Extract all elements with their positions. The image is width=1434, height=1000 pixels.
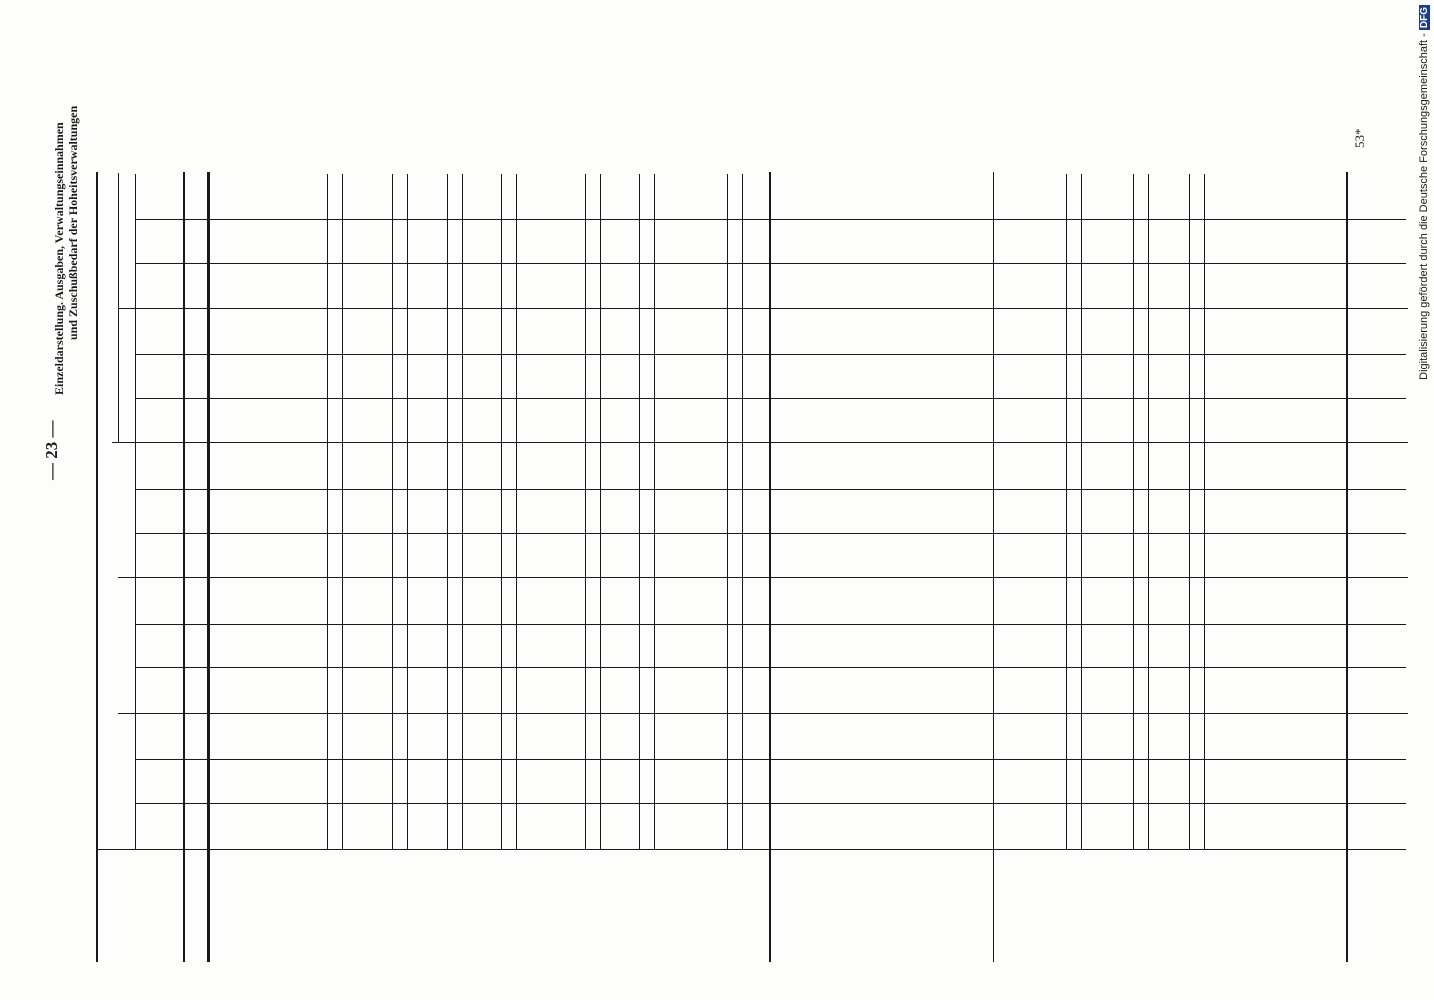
header-bottom-rule	[183, 172, 185, 962]
sum-rule	[1148, 174, 1149, 850]
digitization-note: Digitalisierung gefördert durch die Deutsche Forschungsgemeinschaft - DFG	[1418, 7, 1430, 380]
sum-rule	[407, 174, 408, 850]
sum-rule	[1204, 174, 1205, 850]
page-number: — 23 —	[42, 420, 61, 480]
year-underline	[135, 714, 136, 850]
sum-rule	[516, 174, 517, 850]
year-underline	[135, 578, 136, 714]
sum-rule	[600, 174, 601, 850]
sum-rule	[327, 174, 328, 850]
sum-rule	[654, 174, 655, 850]
year-underline	[135, 443, 136, 578]
sum-rule	[742, 174, 743, 850]
year-underline	[135, 309, 136, 443]
year-divider	[118, 308, 1408, 309]
stub-column-rule	[96, 849, 1406, 850]
total-rule	[769, 172, 771, 962]
running-head-2: und Zuschußbedarf der Hoheitsverwaltungen	[66, 105, 80, 340]
sum-rule	[392, 174, 393, 850]
year-divider	[118, 713, 1408, 714]
sum-rule	[501, 174, 502, 850]
page-footer: 53*	[1352, 128, 1367, 148]
running-head-1: Einzeldarstellung. Ausgaben, Verwaltungseinnahmen	[52, 122, 66, 395]
section-divider	[993, 172, 994, 962]
table-bottom-rule	[1346, 172, 1348, 962]
header-top-rule	[96, 172, 98, 962]
header-thick-rule	[207, 172, 210, 962]
sum-rule	[1133, 174, 1134, 850]
year-divider	[118, 577, 1408, 578]
sum-rule	[1066, 174, 1067, 850]
year-divider	[118, 442, 1408, 443]
sum-rule	[447, 174, 448, 850]
sum-rule	[727, 174, 728, 850]
sum-rule	[462, 174, 463, 850]
year-underline	[135, 174, 136, 309]
sum-rule	[585, 174, 586, 850]
dfg-logo: DFG	[1419, 7, 1430, 29]
sum-rule	[639, 174, 640, 850]
sum-rule	[1189, 174, 1190, 850]
sum-rule	[1081, 174, 1082, 850]
sum-rule	[342, 174, 343, 850]
